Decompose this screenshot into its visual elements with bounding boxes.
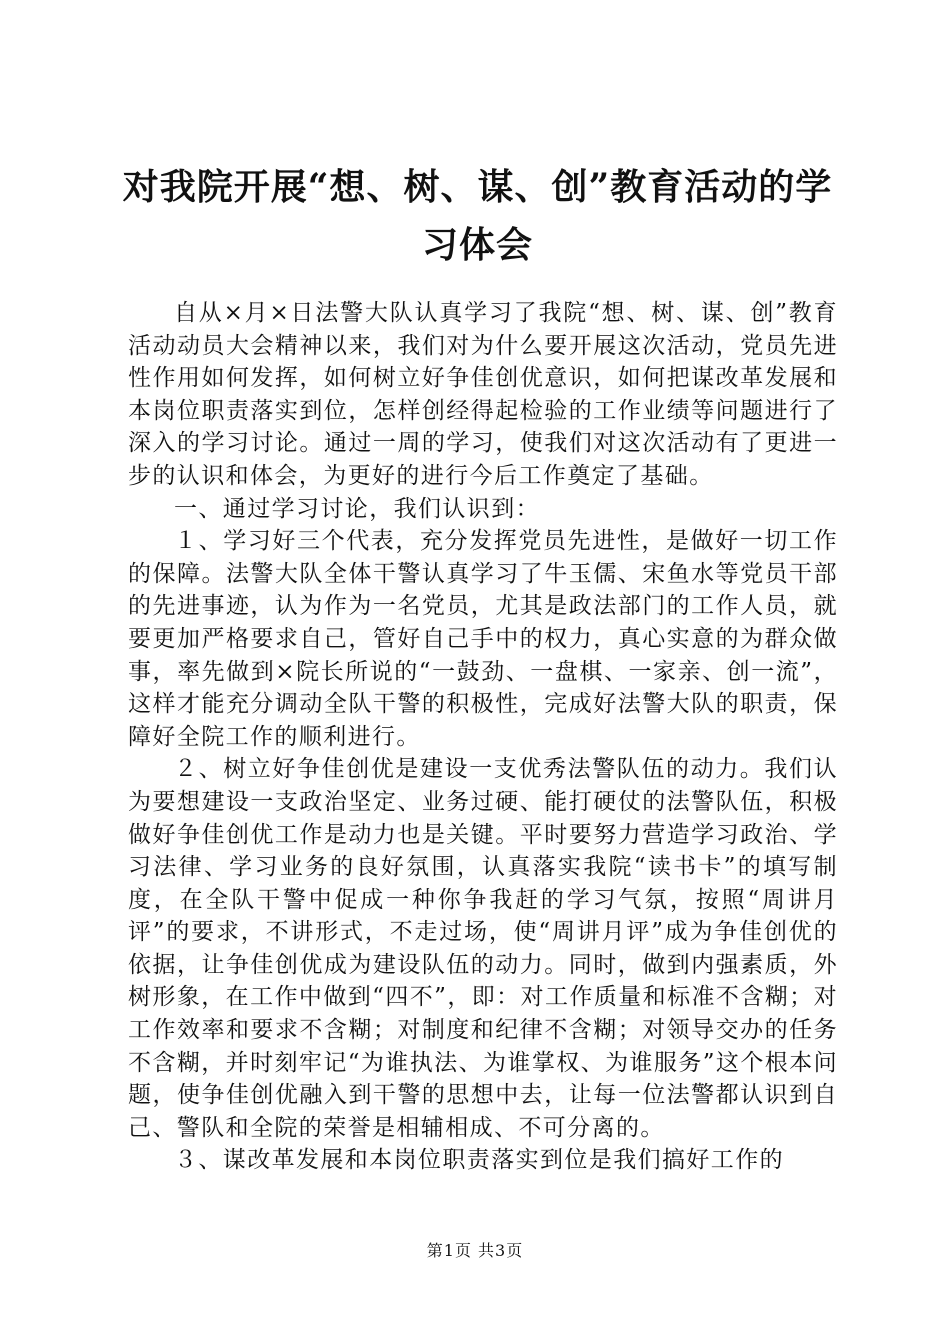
paragraph-point-1: １、学习好三个代表，充分发挥党员先进性，是做好一切工作的保障。法警大队全体干警认真学习了牛玉儒、宋鱼水等党员干部的先进事迹，认为作为一名党员，尤其是政法部门的工作人员，就要更加严格要求自己，管好自己手中的权力，真心实意的为群众做事，率先做到×院长所说的“一鼓劲、一盘棋、一家亲、创一流”，这样才能充分调动全队干警的积极性，完成好法警大队的职责，保障好全院工作的顺利进行。 <box>128 528 838 750</box>
document-body <box>128 297 838 1177</box>
paragraph-point-3: ３、谋改革发展和本岗位职责落实到位是我们搞好工作的 <box>174 1147 784 1174</box>
paragraph-intro: 自从×月×日法警大队认真学习了我院“想、树、谋、创”教育活动动员大会精神以来，我们对为什么要开展这次活动，党员先进性作用如何发挥，如何树立好争佳创优意识，如何把谋改革发展和本岗位职责落实到位，怎样创经得起检验的工作业绩等问题进行了深入的学习讨论。通过一周的学习，使我们对这次活动有了更进一步的认识和体会，为更好的进行今后工作奠定了基础。 <box>128 300 838 489</box>
page-number-footer: 第1页 共3页 <box>426 1241 524 1260</box>
document-title: 对我院开展“想、树、谋、创”教育活动的学习体会 <box>122 166 833 266</box>
paragraph-point-2: ２、树立好争佳创优是建设一支优秀法警队伍的动力。我们认为要想建设一支政治坚定、业务过硬、能打硬仗的法警队伍，积极做好争佳创优工作是动力也是关键。平时要努力营造学习政治、学习法律、学习业务的良好氛围，认真落实我院“读书卡”的填写制度，在全队干警中促成一种你争我赶的学习气氛，按照“周讲月评”的要求，不讲形式，不走过场，使“周讲月评”成为争佳创优的依据，让争佳创优成为建设队伍的动力。同时，做到内强素质，外树形象，在工作中做到“四不”，即：对工作质量和标准不含糊；对工作效率和要求不含糊；对制度和纪律不含糊；对领导交办的任务不含糊，并时刻牢记“为谁执法、为谁掌权、为谁服务”这个根本问题，使争佳创优融入到干警的思想中去，让每一位法警都认识到自己、警队和全院的荣誉是相辅相成、不可分离的。 <box>128 756 838 1141</box>
paragraph-section-heading: 一、通过学习讨论，我们认识到： <box>174 495 540 522</box>
